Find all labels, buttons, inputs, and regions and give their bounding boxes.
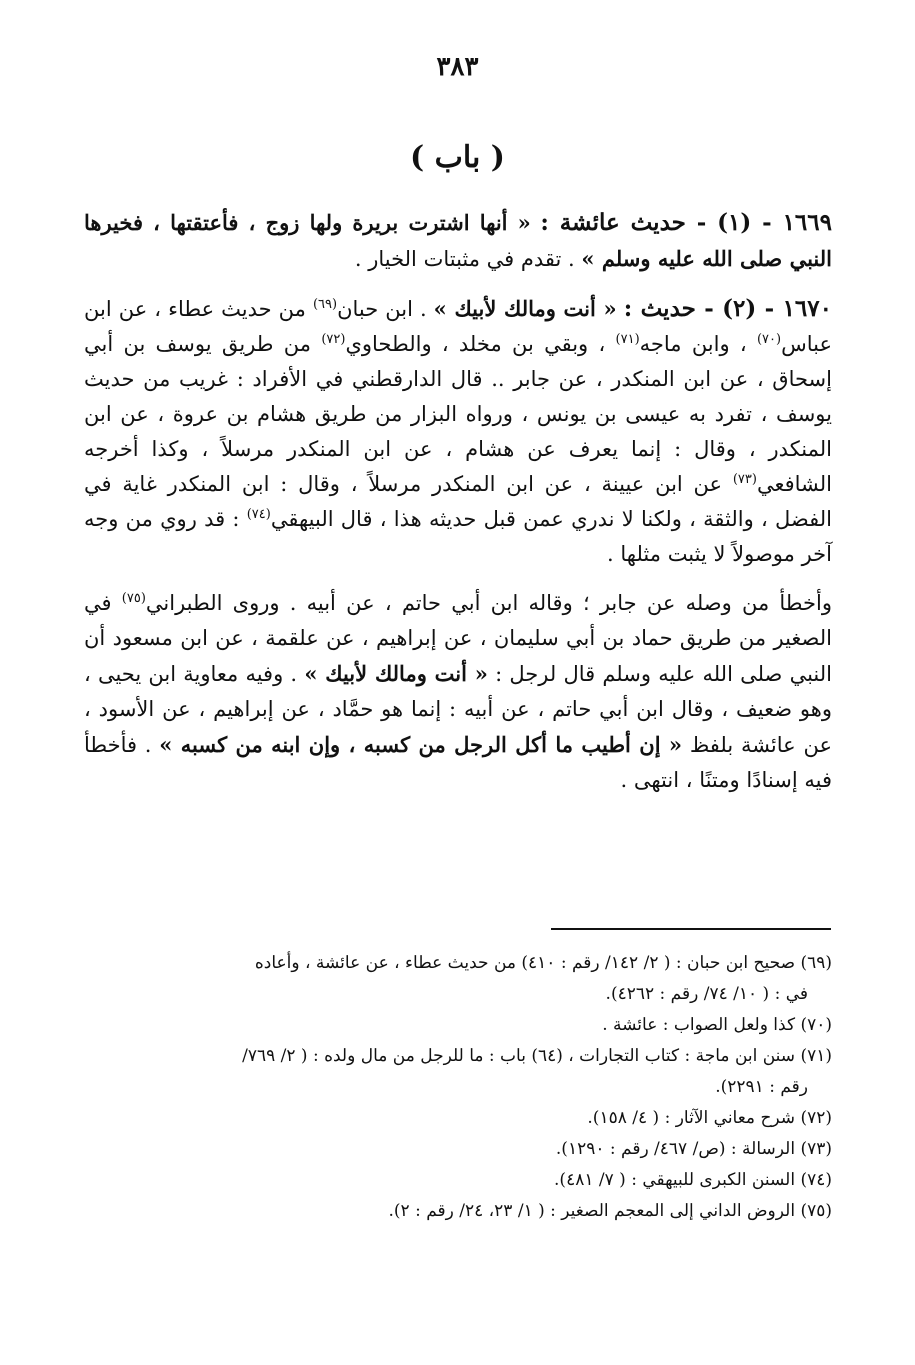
footnote-ref: (٧٤) [246, 507, 271, 522]
paragraph-text: في الصغير من طريق حماد بن أبي سليمان ، عن إبراهيم ، عن علقمة ، عن ابن مسعود أن النبي صلى الله عليه وسلم قال لرجل : [84, 591, 832, 686]
paragraph-text: . ابن حبان [337, 297, 427, 321]
footnotes [84, 948, 832, 1227]
paragraph-text: . وفيه معاوية ابن يحيى ، وهو ضعيف ، وقال ابن أبي حاتم ، عن أبيه : إنما هو حمَّاد ، عن إبراهيم ، عن الأسود ، عن عائشة بلفظ [84, 662, 832, 757]
hadith-quote: « أنها اشترت بريرة ولها زوج ، فأعتقتها ، فخيرها النبي صلى الله عليه وسلم » [84, 210, 832, 271]
footnote-71 [84, 1041, 832, 1103]
paragraph-text: ، وبقي بن مخلد ، والطحاوي [345, 332, 606, 356]
hadith-paragraph-1669 [84, 205, 832, 277]
main-text [84, 205, 832, 808]
paragraph-text: وأخطأ من وصله عن جابر ؛ وقاله ابن أبي حاتم ، عن أبيه . وروى الطبراني [145, 591, 832, 615]
footnote-continuation: رقم : ٢٢٩١). [715, 1077, 808, 1097]
footnote-73 [84, 1134, 832, 1165]
paragraph-text: : قد روي من وجه آخر موصولاً لا يثبت مثلها . [84, 507, 832, 566]
footnote-72 [84, 1103, 832, 1134]
footnote-69 [84, 948, 832, 1010]
footnote-text: (٧٢) شرح معاني الآثار : ( ٤/ ١٥٨). [587, 1108, 832, 1128]
footnote-text: (٧٣) الرسالة : (ص/ ٤٦٧/ رقم : ١٢٩٠). [555, 1139, 832, 1159]
continuation-paragraph [84, 586, 832, 798]
footnote-continuation: في : ( ١٠/ ٧٤/ رقم : ٤٢٦٢). [605, 984, 808, 1004]
hadith-quote: « أنت ومالك لأبيك » [304, 661, 488, 686]
footnote-text: (٦٩) صحيح ابن حبان : ( ٢/ ١٤٢/ رقم : ٤١٠) من حديث عطاء ، عن عائشة ، وأعاده [254, 953, 832, 973]
footnote-text: (٧٠) كذا ولعل الصواب : عائشة . [602, 1015, 832, 1035]
paragraph-text: من حديث عطاء ، عن ابن عباس [84, 297, 832, 356]
hadith-quote: « أنت ومالك لأبيك » [433, 296, 617, 321]
footnote-ref: (٧٥) [121, 591, 146, 606]
footnote-ref: (٧٣) [732, 472, 757, 487]
paragraph-text: ، وابن ماجه [639, 332, 747, 356]
hadith-quote: « إن أطيب ما أكل الرجل من كسبه ، وإن ابنه من كسبه » [159, 732, 683, 757]
footnote-divider [551, 928, 831, 930]
footnote-ref: (٧٢) [321, 332, 346, 347]
footnote-74 [84, 1165, 832, 1196]
hadith-number-lead: ١٦٧٠ - (٢) - حديث : [623, 295, 832, 322]
chapter-title: ( باب ) [409, 140, 505, 175]
footnote-ref: (٧١) [615, 332, 640, 347]
footnote-70 [84, 1010, 832, 1041]
hadith-number-lead: ١٦٦٩ - (١) - حديث عائشة : [540, 209, 832, 236]
paragraph-text: من طريق يوسف بن أبي إسحاق ، عن ابن المنكدر ، عن جابر .. قال الدارقطني في الأفراد : غريب من حديث يوسف ، تفرد به عيسى بن يونس ، ورواه البزار من طريق هشام بن عروة ، عن ابن المنكدر ، وقال : إنما يعرف عن هشام ، عن ابن المنكدر مرسلاً ، وكذا أخرجه الشافعي [84, 332, 832, 496]
footnote-ref: (٧٠) [756, 332, 782, 347]
footnote-text: (٧١) سنن ابن ماجة : كتاب التجارات ، (٦٤) باب : ما للرجل من مال ولده : ( ٢/ ٧٦٩/ [242, 1046, 832, 1066]
paragraph-text: . تقدم في مثبتات الخيار . [354, 247, 575, 271]
hadith-paragraph-1670 [84, 291, 832, 572]
paragraph-text: . فأخطأ فيه إسنادًا ومتنًا ، انتهى . [84, 733, 832, 792]
footnote-75 [84, 1196, 832, 1227]
footnote-text: (٧٥) الروض الداني إلى المعجم الصغير : ( ١/ ٢٣، ٢٤/ رقم : ٢). [388, 1201, 832, 1221]
paragraph-text: عن ابن عيينة ، عن ابن المنكدر مرسلاً ، وقال : ابن المنكدر غاية في الفضل ، والثقة ، ولكنا لا ندري عمن قبل حديثه هذا ، قال البيهقي [84, 472, 832, 531]
page-number: ٣٨٣ [436, 52, 479, 82]
footnote-text: (٧٤) السنن الكبرى للبيهقي : ( ٧/ ٤٨١). [554, 1170, 832, 1190]
footnote-ref: (٦٩) [312, 297, 338, 312]
